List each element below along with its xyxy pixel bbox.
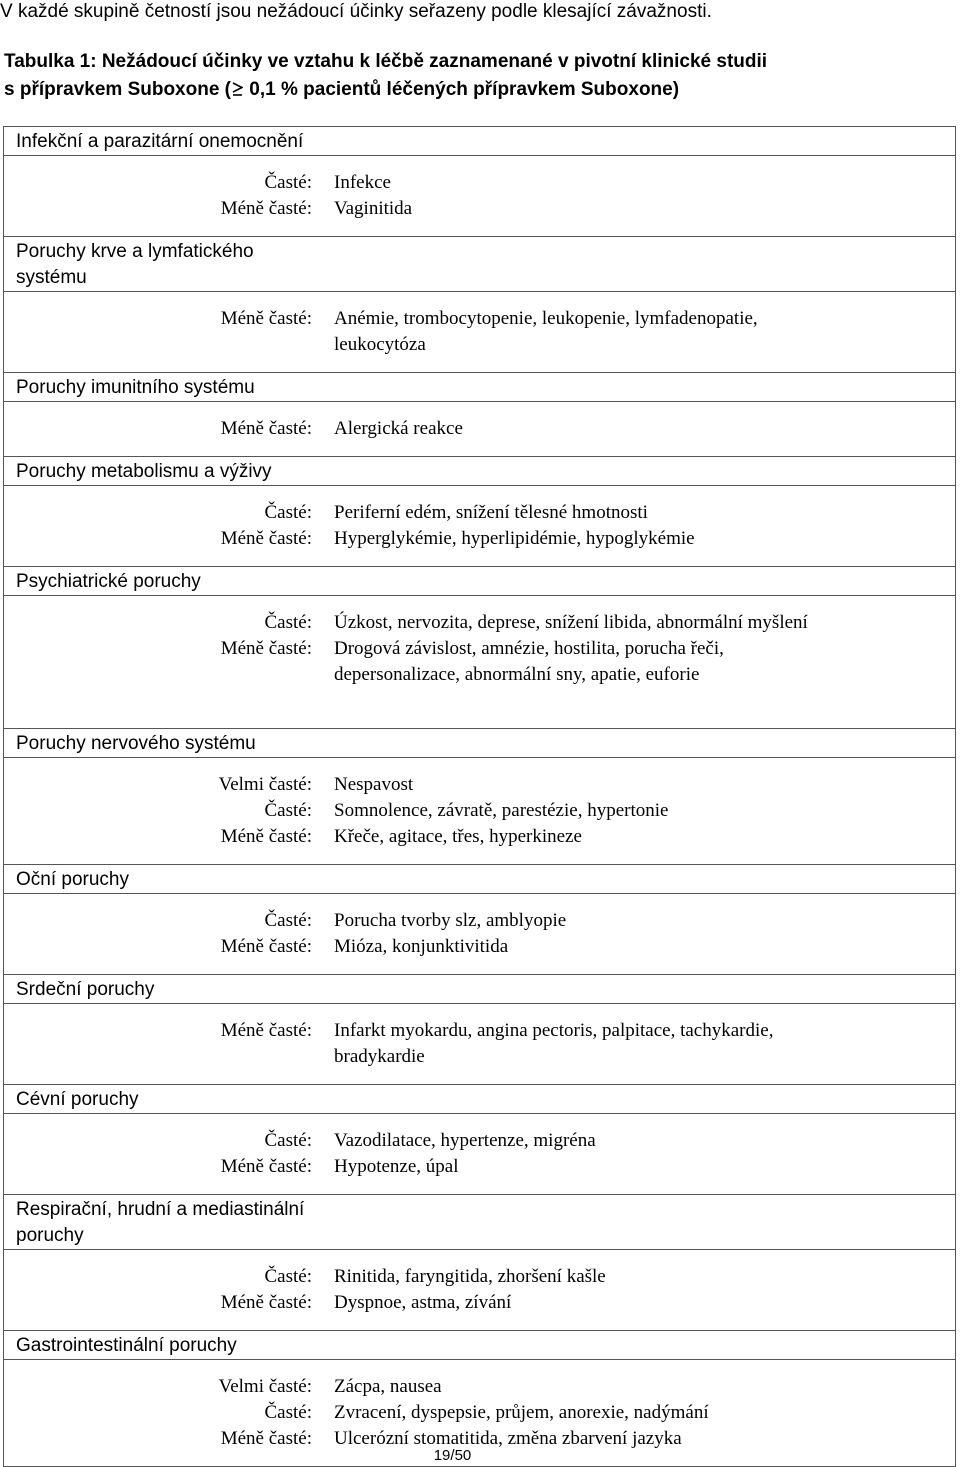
adverse-effect-term-line: Křeče, agitace, třes, hyperkineze (334, 826, 582, 847)
adverse-effect-term-line: depersonalizace, abnormální sny, apatie, euforie (334, 664, 700, 685)
frequency-label: Méně časté: (220, 1292, 312, 1313)
adverse-effect-term-line: Drogová závislost, amnézie, hostilita, porucha řeči, (334, 638, 724, 659)
frequency-row (4, 758, 956, 865)
soc-label: Poruchy nervového systému (16, 733, 256, 754)
adverse-effect-term-line: Vazodilatace, hypertenze, migréna (334, 1130, 596, 1151)
adverse-effect-term-line: Zácpa, nausea (334, 1376, 442, 1397)
adverse-effect-term-line: Dyspnoe, astma, zívání (334, 1292, 512, 1313)
adverse-effect-terms (334, 416, 955, 442)
frequency-label: Méně časté: (220, 1428, 312, 1449)
greater-or-equal-icon (232, 82, 243, 96)
frequency-grid (4, 292, 955, 358)
frequency-label: Časté: (264, 172, 312, 193)
caption-line-2 (4, 76, 767, 104)
frequency-label: Velmi časté: (218, 1376, 312, 1397)
frequency-cell (4, 596, 956, 729)
soc-cell (4, 127, 956, 156)
adverse-effect-terms (334, 196, 955, 222)
adverse-effect-term-line: Infekce (334, 172, 391, 193)
frequency-cell (4, 1004, 956, 1085)
soc-cell (4, 1331, 956, 1360)
adverse-effect-term-line: Vaginitida (334, 198, 413, 219)
adverse-effect-terms (334, 1128, 955, 1154)
soc-label: Srdeční poruchy (16, 979, 155, 1000)
frequency-cell (4, 402, 956, 457)
frequency-label: Méně časté: (220, 936, 312, 957)
frequency-grid (4, 156, 955, 222)
adverse-effect-term-line: Nespavost (334, 774, 414, 795)
adverse-effect-term-line: Alergická reakce (334, 418, 463, 439)
frequency-cell (4, 156, 956, 237)
adverse-effect-term-line: Porucha tvorby slz, amblyopie (334, 910, 567, 931)
adverse-effect-terms (334, 1374, 955, 1400)
adverse-effect-term-line: Hypotenze, úpal (334, 1156, 459, 1177)
table-row (4, 567, 956, 596)
frequency-label: Méně časté: (220, 638, 312, 659)
adverse-effect-term-line: Zvracení, dyspepsie, průjem, anorexie, nadýmání (334, 1402, 709, 1423)
adverse-effect-terms (334, 170, 955, 196)
adverse-effect-term-line: Hyperglykémie, hyperlipidémie, hypoglykémie (334, 528, 695, 549)
frequency-grid (4, 1004, 955, 1070)
table-row (4, 1085, 956, 1114)
frequency-label: Méně časté: (220, 528, 312, 549)
soc-label: Poruchy metabolismu a výživy (16, 461, 272, 482)
frequency-grid (4, 894, 955, 960)
table-row (4, 127, 956, 156)
frequency-cell (4, 1250, 956, 1331)
adverse-effect-term-line: Somnolence, závratě, parestézie, hypertonie (334, 800, 669, 821)
table-row (4, 729, 956, 758)
frequency-label: Méně časté: (220, 308, 312, 329)
adverse-effect-term-line: leukocytóza (334, 334, 426, 355)
soc-cell (4, 457, 956, 486)
soc-cell (4, 729, 956, 758)
soc-cell (4, 567, 956, 596)
adverse-effect-term-line: Periferní edém, snížení tělesné hmotnosti (334, 502, 648, 523)
frequency-grid (4, 1114, 955, 1180)
adverse-effect-term-line: Anémie, trombocytopenie, leukopenie, lymfadenopatie, (334, 308, 758, 329)
soc-label: Poruchy krve a lymfatického systému (16, 241, 254, 288)
frequency-label: Časté: (264, 1402, 312, 1423)
frequency-cell (4, 758, 956, 865)
adverse-effect-terms (334, 1400, 955, 1426)
soc-label: Respirační, hrudní a mediastinální poruchy (16, 1199, 305, 1246)
table-row (4, 237, 956, 292)
adverse-effect-terms (334, 610, 955, 636)
adverse-effect-term-line: Ulcerózní stomatitida, změna zbarvení jazyka (334, 1428, 682, 1449)
frequency-row (4, 156, 956, 237)
soc-label: Oční poruchy (16, 869, 129, 890)
adverse-effect-terms (334, 636, 955, 688)
frequency-label: Časté: (264, 502, 312, 523)
frequency-label: Méně časté: (220, 826, 312, 847)
frequency-row (4, 1250, 956, 1331)
table-row (4, 457, 956, 486)
frequency-label: Méně časté: (220, 198, 312, 219)
frequency-row (4, 894, 956, 975)
frequency-label: Méně časté: (220, 418, 312, 439)
frequency-label: Méně časté: (220, 1156, 312, 1177)
frequency-label: Časté: (264, 910, 312, 931)
frequency-grid (4, 402, 955, 442)
frequency-label: Časté: (264, 800, 312, 821)
adverse-effect-terms (334, 934, 955, 960)
adverse-effect-terms (334, 1290, 955, 1316)
soc-cell (4, 865, 956, 894)
caption-line-2-suffix: 0,1 % pacientů léčených přípravkem Suboxone) (244, 79, 680, 100)
frequency-cell (4, 1114, 956, 1195)
adverse-effect-term-line: Infarkt myokardu, angina pectoris, palpitace, tachykardie, (334, 1020, 774, 1041)
frequency-grid (4, 1360, 955, 1452)
adverse-effect-term-line: Rinitida, faryngitida, zhoršení kašle (334, 1266, 606, 1287)
soc-label: Psychiatrické poruchy (16, 571, 201, 592)
adverse-effect-terms (334, 798, 955, 824)
frequency-grid (4, 596, 955, 688)
adverse-effect-terms (334, 306, 955, 358)
frequency-grid (4, 758, 955, 850)
table-row (4, 1331, 956, 1360)
adverse-effect-terms (334, 500, 955, 526)
table-row (4, 865, 956, 894)
frequency-row (4, 292, 956, 373)
frequency-label: Časté: (264, 1130, 312, 1151)
soc-cell (4, 1195, 956, 1250)
frequency-cell (4, 894, 956, 975)
intro-text: V každé skupině četností jsou nežádoucí účinky seřazeny podle klesající závažnosti. (0, 1, 712, 22)
frequency-cell (4, 486, 956, 567)
adverse-effects-table (3, 126, 956, 1467)
adverse-effects-table-body (4, 127, 956, 1467)
adverse-effect-term-line: Úzkost, nervozita, deprese, snížení libida, abnormální myšlení (334, 612, 808, 633)
adverse-effect-terms (334, 1264, 955, 1290)
adverse-effect-terms (334, 1154, 955, 1180)
frequency-row (4, 402, 956, 457)
table-row (4, 975, 956, 1004)
soc-cell (4, 975, 956, 1004)
adverse-effect-term-line: bradykardie (334, 1046, 425, 1067)
frequency-row (4, 1114, 956, 1195)
soc-label: Gastrointestinální poruchy (16, 1335, 237, 1356)
frequency-row (4, 1004, 956, 1085)
frequency-grid (4, 486, 955, 552)
frequency-label: Časté: (264, 612, 312, 633)
adverse-effect-term-line: Mióza, konjunktivitida (334, 936, 509, 957)
frequency-grid (4, 1250, 955, 1316)
table-caption (4, 48, 767, 104)
adverse-effect-terms (334, 526, 955, 552)
frequency-label: Velmi časté: (218, 774, 312, 795)
soc-label: Infekční a parazitární onemocnění (16, 131, 304, 152)
soc-cell (4, 237, 956, 292)
caption-line-1: Tabulka 1: Nežádoucí účinky ve vztahu k léčbě zaznamenané v pivotní klinické studii (4, 51, 768, 72)
page-number: 19/50 (433, 1447, 472, 1464)
adverse-effect-terms (334, 824, 955, 850)
frequency-cell (4, 292, 956, 373)
frequency-row (4, 486, 956, 567)
frequency-label: Časté: (264, 1266, 312, 1287)
adverse-effect-terms (334, 1018, 955, 1070)
frequency-label: Méně časté: (220, 1020, 312, 1041)
soc-label: Cévní poruchy (16, 1089, 139, 1110)
adverse-effect-terms (334, 772, 955, 798)
frequency-row (4, 596, 956, 729)
caption-line-2-prefix: s přípravkem Suboxone ( (4, 79, 232, 100)
table-row (4, 1195, 956, 1250)
soc-cell (4, 1085, 956, 1114)
adverse-effect-terms (334, 908, 955, 934)
table-row (4, 373, 956, 402)
soc-label: Poruchy imunitního systému (16, 377, 255, 398)
soc-cell (4, 373, 956, 402)
